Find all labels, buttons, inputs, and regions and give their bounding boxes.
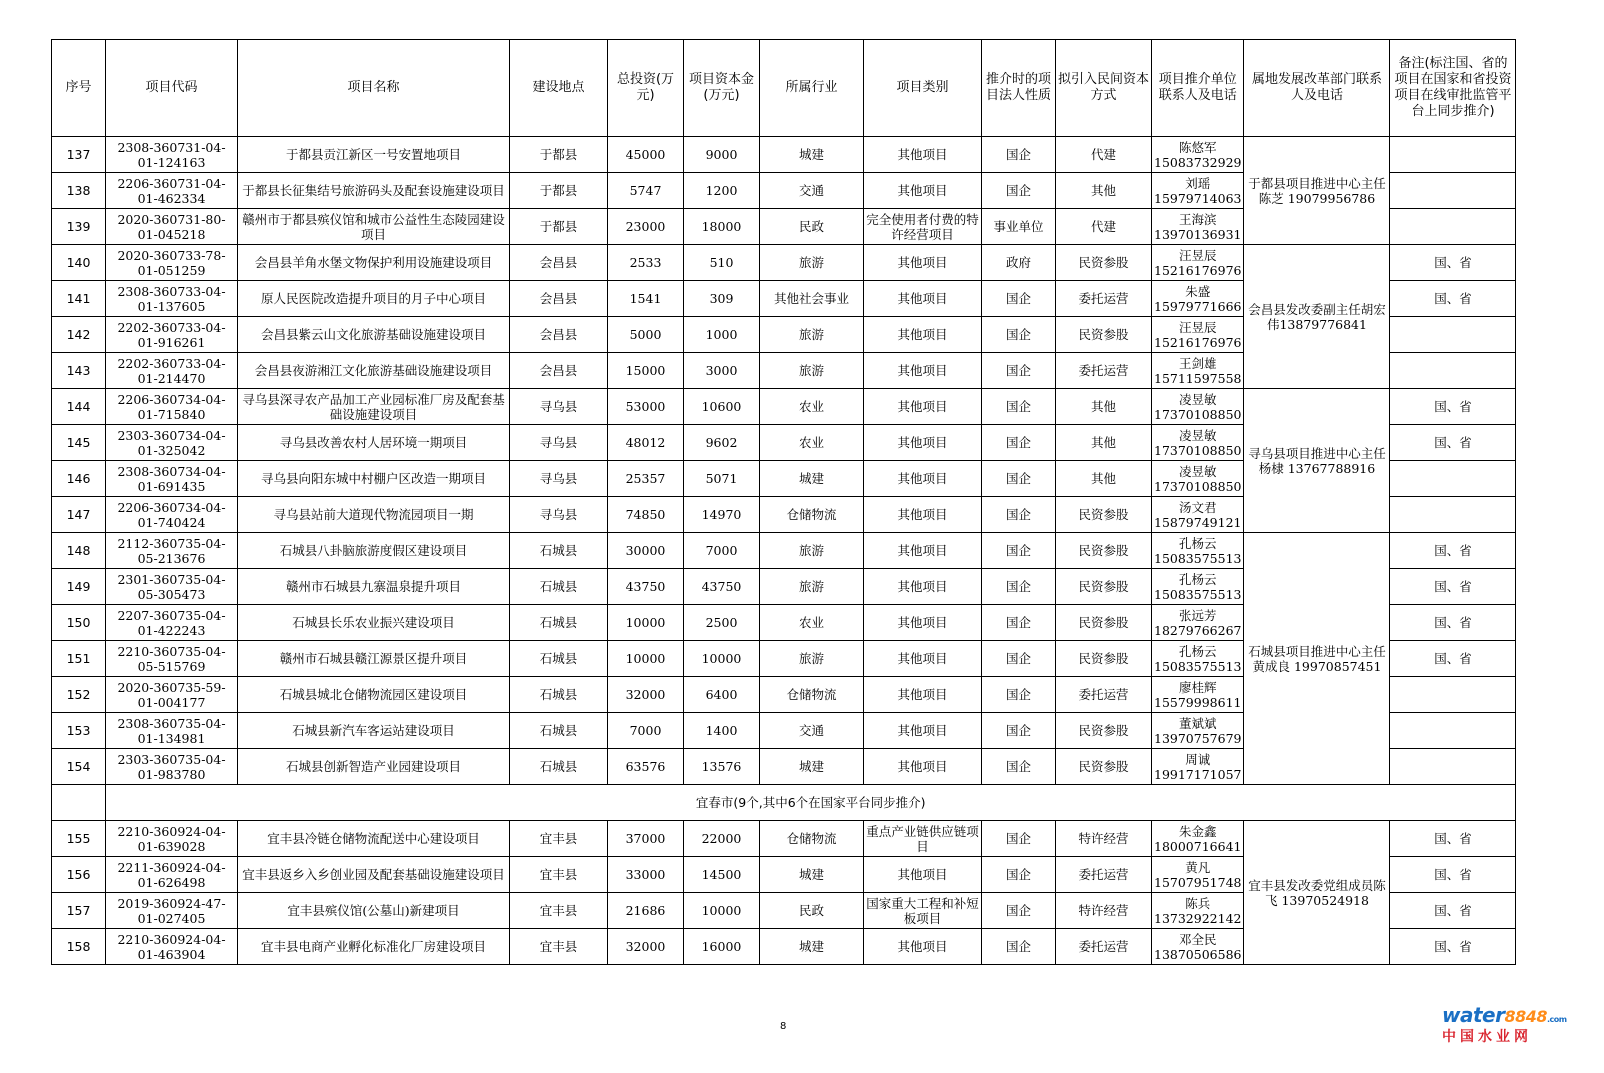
cell-name: 石城县长乐农业振兴建设项目 xyxy=(238,605,510,641)
cell-capital: 1200 xyxy=(684,173,760,209)
cell-code: 2211-360924-04-01-626498 xyxy=(106,857,238,893)
cell-method: 民资参股 xyxy=(1056,533,1152,569)
cell-contact: 黄凡 15707951748 xyxy=(1152,857,1244,893)
cell-total-investment: 30000 xyxy=(608,533,684,569)
cell-total-investment: 25357 xyxy=(608,461,684,497)
cell-code: 2202-360733-04-01-214470 xyxy=(106,353,238,389)
cell-name: 赣州市石城县九寨温泉提升项目 xyxy=(238,569,510,605)
cell-no: 137 xyxy=(52,137,106,173)
cell-capital: 10000 xyxy=(684,893,760,929)
cell-method: 民资参股 xyxy=(1056,569,1152,605)
cell-location: 寻乌县 xyxy=(510,461,608,497)
cell-capital: 5071 xyxy=(684,461,760,497)
page-number: 8 xyxy=(780,1021,787,1032)
watermark-brand: water xyxy=(1442,1003,1505,1027)
cell-code: 2207-360735-04-01-422243 xyxy=(106,605,238,641)
cell-category: 其他项目 xyxy=(864,245,982,281)
cell-remark xyxy=(1390,677,1516,713)
cell-no: 151 xyxy=(52,641,106,677)
cell-legal-nature: 国企 xyxy=(982,857,1056,893)
cell-method: 其他 xyxy=(1056,461,1152,497)
cell-industry: 农业 xyxy=(760,425,864,461)
cell-remark: 国、省 xyxy=(1390,893,1516,929)
cell-dept-contact: 宜丰县发改委党组成员陈飞 13970524918 xyxy=(1244,821,1390,965)
cell-name: 会昌县夜游湘江文化旅游基础设施建设项目 xyxy=(238,353,510,389)
cell-contact: 朱盛 15979771666 xyxy=(1152,281,1244,317)
cell-industry: 旅游 xyxy=(760,533,864,569)
cell-contact: 陈悠军 15083732929 xyxy=(1152,137,1244,173)
cell-capital: 510 xyxy=(684,245,760,281)
cell-code: 2206-360734-04-01-740424 xyxy=(106,497,238,533)
cell-code: 2210-360924-04-01-463904 xyxy=(106,929,238,965)
cell-category: 其他项目 xyxy=(864,281,982,317)
cell-contact: 汪昱辰 15216176976 xyxy=(1152,317,1244,353)
table-body xyxy=(52,137,1516,965)
cell-category: 其他项目 xyxy=(864,389,982,425)
cell-contact: 邓全民 13870506586 xyxy=(1152,929,1244,965)
cell-industry: 城建 xyxy=(760,929,864,965)
cell-capital: 1400 xyxy=(684,713,760,749)
cell-name: 宜丰县冷链仓储物流配送中心建设项目 xyxy=(238,821,510,857)
cell-dept-contact: 寻乌县项目推进中心主任杨棣 13767788916 xyxy=(1244,389,1390,533)
cell-no: 146 xyxy=(52,461,106,497)
cell-category: 其他项目 xyxy=(864,461,982,497)
cell-legal-nature: 事业单位 xyxy=(982,209,1056,245)
cell-code: 2206-360731-04-01-462334 xyxy=(106,173,238,209)
cell-code: 2112-360735-04-05-213676 xyxy=(106,533,238,569)
cell-location: 宜丰县 xyxy=(510,821,608,857)
cell-category: 其他项目 xyxy=(864,317,982,353)
cell-capital: 16000 xyxy=(684,929,760,965)
cell-legal-nature: 国企 xyxy=(982,533,1056,569)
cell-name: 石城县新汽车客运站建设项目 xyxy=(238,713,510,749)
cell-capital: 2500 xyxy=(684,605,760,641)
cell-capital: 1000 xyxy=(684,317,760,353)
cell-remark: 国、省 xyxy=(1390,821,1516,857)
cell-capital: 309 xyxy=(684,281,760,317)
cell-dept-contact: 于都县项目推进中心主任陈芝 19079956786 xyxy=(1244,137,1390,245)
cell-contact: 张远芳 18279766267 xyxy=(1152,605,1244,641)
cell-remark: 国、省 xyxy=(1390,245,1516,281)
cell-total-investment: 32000 xyxy=(608,677,684,713)
cell-method: 特许经营 xyxy=(1056,893,1152,929)
header-name: 项目名称 xyxy=(238,40,510,137)
cell-industry: 农业 xyxy=(760,605,864,641)
cell-category: 其他项目 xyxy=(864,749,982,785)
cell-code: 2308-360733-04-01-137605 xyxy=(106,281,238,317)
cell-location: 石城县 xyxy=(510,677,608,713)
cell-method: 民资参股 xyxy=(1056,713,1152,749)
cell-legal-nature: 国企 xyxy=(982,821,1056,857)
cell-total-investment: 43750 xyxy=(608,569,684,605)
cell-name: 寻乌县向阳东城中村棚户区改造一期项目 xyxy=(238,461,510,497)
cell-remark: 国、省 xyxy=(1390,533,1516,569)
cell-dept-contact: 会昌县发改委副主任胡宏伟13879776841 xyxy=(1244,245,1390,389)
cell-no: 152 xyxy=(52,677,106,713)
cell-legal-nature: 国企 xyxy=(982,713,1056,749)
cell-contact: 朱金鑫 18000716641 xyxy=(1152,821,1244,857)
cell-no: 156 xyxy=(52,857,106,893)
cell-name: 赣州市石城县赣江源景区提升项目 xyxy=(238,641,510,677)
cell-location: 寻乌县 xyxy=(510,389,608,425)
cell-method: 委托运营 xyxy=(1056,353,1152,389)
header-code: 项目代码 xyxy=(106,40,238,137)
cell-method: 委托运营 xyxy=(1056,677,1152,713)
cell-code: 2308-360735-04-01-134981 xyxy=(106,713,238,749)
cell-total-investment: 1541 xyxy=(608,281,684,317)
cell-location: 石城县 xyxy=(510,605,608,641)
cell-location: 宜丰县 xyxy=(510,857,608,893)
cell-contact: 凌昱敏 17370108850 xyxy=(1152,389,1244,425)
cell-legal-nature: 国企 xyxy=(982,749,1056,785)
cell-remark xyxy=(1390,209,1516,245)
header-category: 项目类别 xyxy=(864,40,982,137)
cell-industry: 农业 xyxy=(760,389,864,425)
cell-category: 重点产业链供应链项目 xyxy=(864,821,982,857)
header-method: 拟引入民间资本方式 xyxy=(1056,40,1152,137)
cell-no: 148 xyxy=(52,533,106,569)
cell-no: 155 xyxy=(52,821,106,857)
header-row xyxy=(52,40,1516,137)
cell-code: 2202-360733-04-01-916261 xyxy=(106,317,238,353)
cell-industry: 交通 xyxy=(760,173,864,209)
cell-legal-nature: 国企 xyxy=(982,353,1056,389)
cell-remark: 国、省 xyxy=(1390,857,1516,893)
cell-legal-nature: 政府 xyxy=(982,245,1056,281)
watermark-suffix: .com xyxy=(1547,1015,1567,1024)
cell-capital: 3000 xyxy=(684,353,760,389)
cell-remark xyxy=(1390,461,1516,497)
cell-location: 寻乌县 xyxy=(510,497,608,533)
section-blank-cell xyxy=(52,785,106,821)
cell-name: 寻乌县站前大道现代物流园项目一期 xyxy=(238,497,510,533)
cell-name: 赣州市于都县殡仪馆和城市公益性生态陵园建设项目 xyxy=(238,209,510,245)
cell-remark xyxy=(1390,713,1516,749)
cell-remark xyxy=(1390,749,1516,785)
cell-total-investment: 74850 xyxy=(608,497,684,533)
cell-code: 2210-360735-04-05-515769 xyxy=(106,641,238,677)
cell-code: 2308-360734-04-01-691435 xyxy=(106,461,238,497)
cell-industry: 旅游 xyxy=(760,245,864,281)
cell-contact: 凌昱敏 17370108850 xyxy=(1152,461,1244,497)
cell-method: 民资参股 xyxy=(1056,317,1152,353)
cell-remark: 国、省 xyxy=(1390,569,1516,605)
cell-remark xyxy=(1390,497,1516,533)
cell-no: 144 xyxy=(52,389,106,425)
cell-remark: 国、省 xyxy=(1390,641,1516,677)
cell-contact: 汪昱辰 15216176976 xyxy=(1152,245,1244,281)
cell-code: 2301-360735-04-05-305473 xyxy=(106,569,238,605)
cell-no: 141 xyxy=(52,281,106,317)
cell-total-investment: 32000 xyxy=(608,929,684,965)
cell-code: 2020-360733-78-01-051259 xyxy=(106,245,238,281)
cell-code: 2308-360731-04-01-124163 xyxy=(106,137,238,173)
cell-code: 2020-360731-80-01-045218 xyxy=(106,209,238,245)
header-industry: 所属行业 xyxy=(760,40,864,137)
cell-capital: 22000 xyxy=(684,821,760,857)
cell-total-investment: 33000 xyxy=(608,857,684,893)
cell-location: 会昌县 xyxy=(510,245,608,281)
header-dept-contact: 属地发展改革部门联系人及电话 xyxy=(1244,40,1390,137)
table-row xyxy=(52,137,1516,173)
cell-method: 民资参股 xyxy=(1056,605,1152,641)
table-row xyxy=(52,533,1516,569)
cell-location: 于都县 xyxy=(510,173,608,209)
cell-name: 石城县创新智造产业园建设项目 xyxy=(238,749,510,785)
cell-name: 寻乌县改善农村人居环境一期项目 xyxy=(238,425,510,461)
cell-no: 142 xyxy=(52,317,106,353)
cell-name: 会昌县羊角水堡文物保护利用设施建设项目 xyxy=(238,245,510,281)
cell-method: 民资参股 xyxy=(1056,245,1152,281)
cell-category: 其他项目 xyxy=(864,425,982,461)
cell-capital: 18000 xyxy=(684,209,760,245)
cell-total-investment: 53000 xyxy=(608,389,684,425)
cell-method: 其他 xyxy=(1056,389,1152,425)
cell-industry: 城建 xyxy=(760,137,864,173)
header-location: 建设地点 xyxy=(510,40,608,137)
cell-contact: 孔杨云 15083575513 xyxy=(1152,533,1244,569)
cell-remark: 国、省 xyxy=(1390,605,1516,641)
cell-category: 其他项目 xyxy=(864,713,982,749)
cell-legal-nature: 国企 xyxy=(982,389,1056,425)
cell-remark: 国、省 xyxy=(1390,389,1516,425)
cell-category: 其他项目 xyxy=(864,569,982,605)
cell-capital: 14500 xyxy=(684,857,760,893)
cell-location: 石城县 xyxy=(510,533,608,569)
cell-legal-nature: 国企 xyxy=(982,137,1056,173)
cell-capital: 7000 xyxy=(684,533,760,569)
cell-total-investment: 37000 xyxy=(608,821,684,857)
cell-legal-nature: 国企 xyxy=(982,425,1056,461)
cell-remark: 国、省 xyxy=(1390,425,1516,461)
cell-method: 委托运营 xyxy=(1056,857,1152,893)
cell-capital: 10000 xyxy=(684,641,760,677)
cell-no: 145 xyxy=(52,425,106,461)
cell-capital: 14970 xyxy=(684,497,760,533)
cell-method: 委托运营 xyxy=(1056,929,1152,965)
cell-category: 其他项目 xyxy=(864,605,982,641)
cell-capital: 6400 xyxy=(684,677,760,713)
cell-legal-nature: 国企 xyxy=(982,893,1056,929)
cell-name: 原人民医院改造提升项目的月子中心项目 xyxy=(238,281,510,317)
cell-location: 石城县 xyxy=(510,749,608,785)
cell-contact: 廖桂辉 15579998611 xyxy=(1152,677,1244,713)
cell-capital: 9602 xyxy=(684,425,760,461)
cell-location: 于都县 xyxy=(510,137,608,173)
cell-method: 民资参股 xyxy=(1056,749,1152,785)
cell-code: 2210-360924-04-01-639028 xyxy=(106,821,238,857)
cell-legal-nature: 国企 xyxy=(982,173,1056,209)
cell-remark: 国、省 xyxy=(1390,281,1516,317)
cell-legal-nature: 国企 xyxy=(982,929,1056,965)
cell-capital: 43750 xyxy=(684,569,760,605)
section-row xyxy=(52,785,1516,821)
cell-no: 149 xyxy=(52,569,106,605)
header-contact: 项目推介单位联系人及电话 xyxy=(1152,40,1244,137)
cell-no: 150 xyxy=(52,605,106,641)
cell-location: 会昌县 xyxy=(510,353,608,389)
cell-code: 2019-360924-47-01-027405 xyxy=(106,893,238,929)
cell-location: 石城县 xyxy=(510,713,608,749)
cell-contact: 凌昱敏 17370108850 xyxy=(1152,425,1244,461)
cell-contact: 孔杨云 15083575513 xyxy=(1152,641,1244,677)
cell-category: 其他项目 xyxy=(864,857,982,893)
cell-industry: 旅游 xyxy=(760,353,864,389)
cell-category: 其他项目 xyxy=(864,677,982,713)
cell-name: 寻乌县深寻农产品加工产业园标准厂房及配套基础设施建设项目 xyxy=(238,389,510,425)
cell-category: 其他项目 xyxy=(864,641,982,677)
cell-total-investment: 10000 xyxy=(608,641,684,677)
cell-method: 代建 xyxy=(1056,209,1152,245)
cell-category: 其他项目 xyxy=(864,533,982,569)
cell-no: 139 xyxy=(52,209,106,245)
cell-legal-nature: 国企 xyxy=(982,641,1056,677)
cell-code: 2303-360734-04-01-325042 xyxy=(106,425,238,461)
cell-legal-nature: 国企 xyxy=(982,461,1056,497)
cell-category: 其他项目 xyxy=(864,497,982,533)
cell-no: 154 xyxy=(52,749,106,785)
cell-remark xyxy=(1390,353,1516,389)
cell-code: 2206-360734-04-01-715840 xyxy=(106,389,238,425)
cell-total-investment: 21686 xyxy=(608,893,684,929)
cell-total-investment: 7000 xyxy=(608,713,684,749)
cell-no: 143 xyxy=(52,353,106,389)
cell-industry: 旅游 xyxy=(760,569,864,605)
cell-industry: 仓储物流 xyxy=(760,821,864,857)
cell-legal-nature: 国企 xyxy=(982,281,1056,317)
cell-contact: 孔杨云 15083575513 xyxy=(1152,569,1244,605)
cell-method: 民资参股 xyxy=(1056,641,1152,677)
cell-name: 于都县贡江新区一号安置地项目 xyxy=(238,137,510,173)
cell-total-investment: 45000 xyxy=(608,137,684,173)
cell-category: 其他项目 xyxy=(864,353,982,389)
cell-category: 国家重大工程和补短板项目 xyxy=(864,893,982,929)
cell-location: 会昌县 xyxy=(510,281,608,317)
header-remark: 备注(标注国、省的项目在国家和省投资项目在线审批监管平台上同步推介) xyxy=(1390,40,1516,137)
cell-method: 其他 xyxy=(1056,173,1152,209)
cell-contact: 陈兵 13732922142 xyxy=(1152,893,1244,929)
section-title-yichun: 宜春市(9个,其中6个在国家平台同步推介) xyxy=(106,785,1516,821)
cell-legal-nature: 国企 xyxy=(982,497,1056,533)
cell-location: 宜丰县 xyxy=(510,893,608,929)
cell-location: 会昌县 xyxy=(510,317,608,353)
cell-contact: 董斌斌 13970757679 xyxy=(1152,713,1244,749)
cell-code: 2303-360735-04-01-983780 xyxy=(106,749,238,785)
cell-total-investment: 10000 xyxy=(608,605,684,641)
cell-code: 2020-360735-59-01-004177 xyxy=(106,677,238,713)
cell-location: 石城县 xyxy=(510,569,608,605)
cell-no: 158 xyxy=(52,929,106,965)
watermark-cn: 中国水业网 xyxy=(1442,1029,1532,1045)
cell-location: 石城县 xyxy=(510,641,608,677)
cell-category: 其他项目 xyxy=(864,173,982,209)
cell-location: 宜丰县 xyxy=(510,929,608,965)
cell-capital: 10600 xyxy=(684,389,760,425)
cell-industry: 旅游 xyxy=(760,641,864,677)
cell-total-investment: 63576 xyxy=(608,749,684,785)
cell-category: 其他项目 xyxy=(864,929,982,965)
cell-total-investment: 2533 xyxy=(608,245,684,281)
cell-total-investment: 23000 xyxy=(608,209,684,245)
cell-category: 其他项目 xyxy=(864,137,982,173)
cell-remark xyxy=(1390,137,1516,173)
cell-industry: 城建 xyxy=(760,857,864,893)
cell-total-investment: 15000 xyxy=(608,353,684,389)
cell-name: 宜丰县电商产业孵化标准化厂房建设项目 xyxy=(238,929,510,965)
header-capital: 项目资本金(万元) xyxy=(684,40,760,137)
cell-name: 宜丰县返乡入乡创业园及配套基础设施建设项目 xyxy=(238,857,510,893)
cell-method: 代建 xyxy=(1056,137,1152,173)
cell-total-investment: 48012 xyxy=(608,425,684,461)
table-row xyxy=(52,389,1516,425)
watermark-number: 8848 xyxy=(1504,1007,1547,1026)
cell-location: 寻乌县 xyxy=(510,425,608,461)
table-row xyxy=(52,821,1516,857)
cell-industry: 交通 xyxy=(760,713,864,749)
cell-industry: 民政 xyxy=(760,209,864,245)
cell-no: 157 xyxy=(52,893,106,929)
cell-industry: 仓储物流 xyxy=(760,677,864,713)
cell-capital: 9000 xyxy=(684,137,760,173)
cell-method: 委托运营 xyxy=(1056,281,1152,317)
cell-industry: 民政 xyxy=(760,893,864,929)
cell-no: 138 xyxy=(52,173,106,209)
cell-no: 147 xyxy=(52,497,106,533)
cell-method: 特许经营 xyxy=(1056,821,1152,857)
header-legal-nature: 推介时的项目法人性质 xyxy=(982,40,1056,137)
cell-remark xyxy=(1390,173,1516,209)
cell-name: 会昌县紫云山文化旅游基础设施建设项目 xyxy=(238,317,510,353)
header-total-investment: 总投资(万元) xyxy=(608,40,684,137)
cell-method: 民资参股 xyxy=(1056,497,1152,533)
cell-category: 完全使用者付费的特许经营项目 xyxy=(864,209,982,245)
cell-name: 于都县长征集结号旅游码头及配套设施建设项目 xyxy=(238,173,510,209)
cell-name: 宜丰县殡仪馆(公墓山)新建项目 xyxy=(238,893,510,929)
cell-industry: 仓储物流 xyxy=(760,497,864,533)
project-table xyxy=(51,39,1516,965)
cell-capital: 13576 xyxy=(684,749,760,785)
table-row xyxy=(52,245,1516,281)
cell-location: 于都县 xyxy=(510,209,608,245)
cell-contact: 王海滨 13970136931 xyxy=(1152,209,1244,245)
cell-total-investment: 5747 xyxy=(608,173,684,209)
cell-no: 153 xyxy=(52,713,106,749)
cell-legal-nature: 国企 xyxy=(982,605,1056,641)
cell-total-investment: 5000 xyxy=(608,317,684,353)
cell-name: 石城县八卦脑旅游度假区建设项目 xyxy=(238,533,510,569)
cell-legal-nature: 国企 xyxy=(982,317,1056,353)
cell-legal-nature: 国企 xyxy=(982,569,1056,605)
cell-contact: 汤文君 15879749121 xyxy=(1152,497,1244,533)
cell-method: 其他 xyxy=(1056,425,1152,461)
cell-dept-contact: 石城县项目推进中心主任黄成良 19970857451 xyxy=(1244,533,1390,785)
cell-industry: 城建 xyxy=(760,461,864,497)
cell-no: 140 xyxy=(52,245,106,281)
cell-contact: 刘瑶 15979714063 xyxy=(1152,173,1244,209)
cell-industry: 城建 xyxy=(760,749,864,785)
cell-remark: 国、省 xyxy=(1390,929,1516,965)
cell-industry: 其他社会事业 xyxy=(760,281,864,317)
cell-remark xyxy=(1390,317,1516,353)
cell-contact: 周诚 19917171057 xyxy=(1152,749,1244,785)
watermark-logo xyxy=(1442,1003,1572,1043)
cell-legal-nature: 国企 xyxy=(982,677,1056,713)
cell-contact: 王剑雄 15711597558 xyxy=(1152,353,1244,389)
cell-industry: 旅游 xyxy=(760,317,864,353)
header-no: 序号 xyxy=(52,40,106,137)
cell-name: 石城县城北仓储物流园区建设项目 xyxy=(238,677,510,713)
